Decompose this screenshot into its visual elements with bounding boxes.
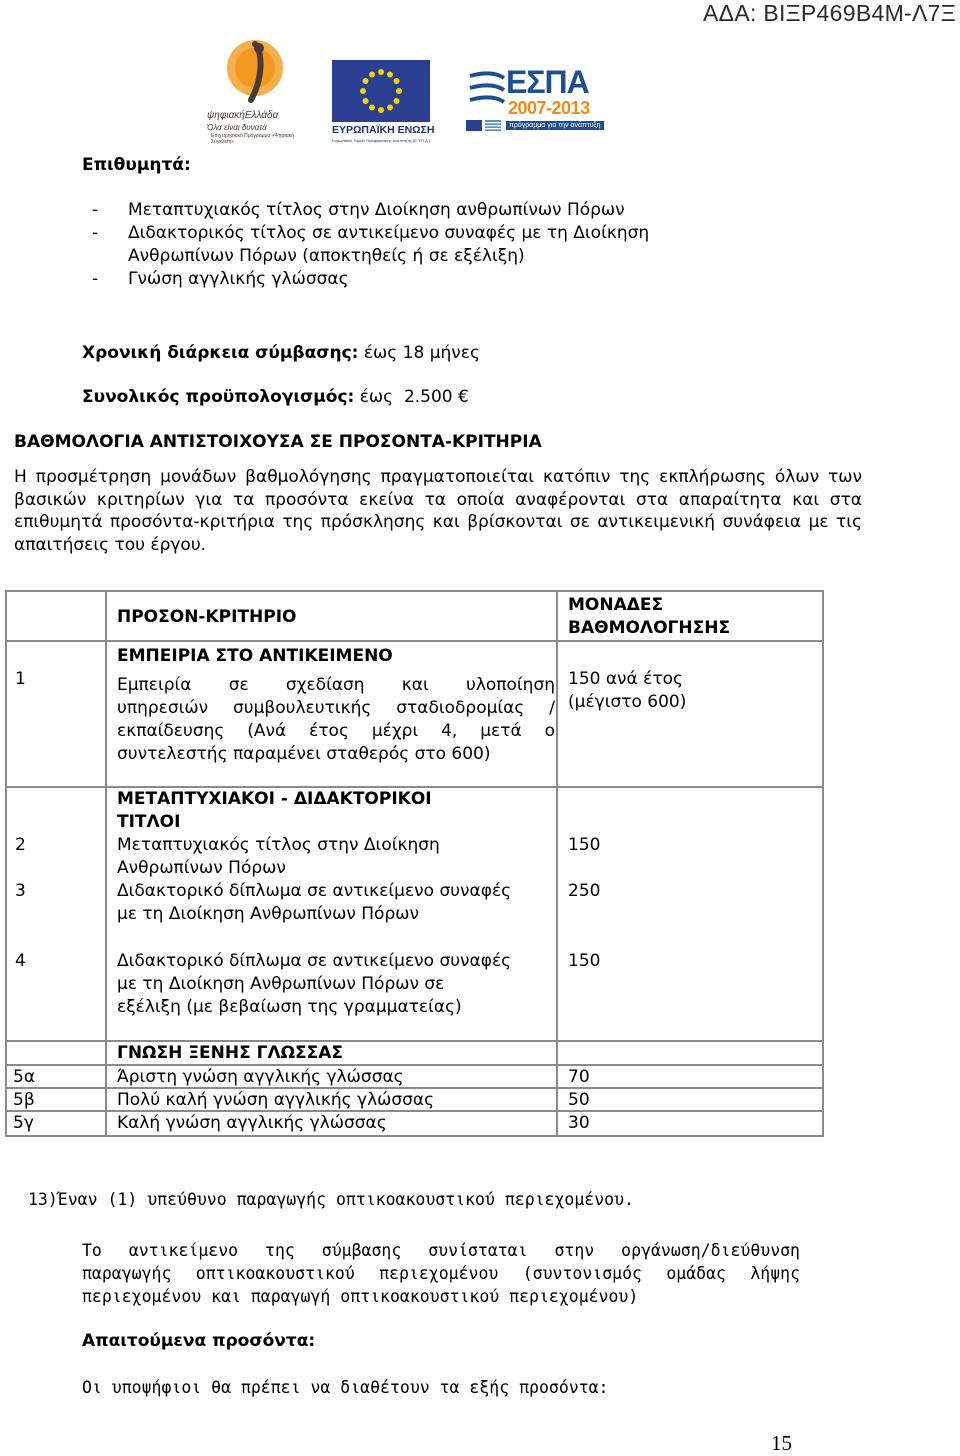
bullet-dash: - (92, 223, 99, 243)
row-number: 5α (13, 1067, 36, 1087)
table-border (822, 590, 824, 1137)
row-text: υπηρεσιών συμβουλευτικής σταδιοδρομίας / (117, 698, 555, 718)
row-text: με τη Διοίκηση Ανθρωπίνων Πόρων σε (117, 974, 445, 994)
table-border (5, 590, 7, 1137)
eu-subline: Ευρωπαϊκό Ταμείο Περιφερειακής Ανάπτυξης (Ε.Τ.Π.Α.) (332, 138, 431, 143)
digital-greece-logo (205, 38, 305, 146)
budget-line (82, 386, 469, 409)
row-text: Καλή γνώση αγγλικής γλώσσας (117, 1113, 387, 1133)
row-points: (μέγιστο 600) (568, 692, 687, 712)
eu-logo (332, 60, 434, 148)
row-points: 70 (568, 1067, 590, 1087)
row-text: Διδακτορικό δίπλωμα σε αντικείμενο συναφές (117, 881, 512, 901)
scoring-paragraph: Η προσμέτρηση μονάδων βαθμολόγησης πραγματοποιείται κατόπιν της εκπλήρωσης όλων των βασικών κριτηρίων για τα προσόντα εκείνα τα οποία αναφέρονται στα απαραίτητα και στα επιθυμητά προσόντα-κριτήρια της πρόσκλησης και βρίσκονται σε αντικειμενική συνάφεια με τις απαιτήσεις του έργου. (14, 467, 862, 555)
row-text: με τη Διοίκηση Ανθρωπίνων Πόρων (117, 904, 419, 924)
table-border (5, 590, 824, 592)
bullet-dash: - (92, 200, 99, 220)
row-number: 5γ (13, 1113, 34, 1133)
budget-value: έως 2.500 € (354, 387, 469, 407)
espa-swoosh-icon (466, 68, 506, 112)
flags-icon (466, 120, 502, 132)
row-points: 30 (568, 1113, 590, 1133)
duration-value: έως 18 μήνες (358, 343, 480, 363)
duration-label: Χρονική διάρκεια σύμβασης: (82, 343, 359, 363)
column-header-units-1: ΜΟΝΑΔΕΣ (568, 595, 664, 615)
row-text: Εμπειρία σε σχεδίαση και υλοποίηση (117, 675, 555, 695)
table-border (5, 1135, 824, 1137)
list-item-text: Γνώση αγγλικής γλώσσας (128, 269, 349, 289)
row-number: 1 (15, 669, 26, 689)
row-text: εξέλιξη (με βεβαίωση της γραμματείας) (117, 997, 462, 1017)
paragraph-line: παραγωγής οπτικοακουστικού περιεχομένου (συντονισμός ομάδας λήψης (82, 1264, 800, 1283)
table-border (556, 590, 558, 1137)
desired-heading: Επιθυμητά: (82, 155, 191, 175)
paragraph-line: περιεχομένου και παραγωγή οπτικοακουστικού περιεχομένου) (82, 1287, 639, 1306)
list-item-text: Διδακτορικός τίτλος σε αντικείμενο συναφές με τη Διοίκηση (128, 223, 650, 243)
position-13-title: 13)Έναν (1) υπεύθυνο παραγωγής οπτικοακουστικού περιεχομένου. (28, 1190, 634, 1209)
espa-years: 2007-2013 (508, 98, 590, 118)
row-text: Διδακτορικό δίπλωμα σε αντικείμενο συναφές (117, 951, 512, 971)
row-text: Άριστη γνώση αγγλικής γλώσσας (117, 1067, 404, 1087)
duration-line (82, 342, 480, 365)
row-points: 150 (568, 951, 601, 971)
digital-greece-subline: Επιχειρησιακό Πρόγραμμα «Ψηφιακή Σύγκλιση» (211, 133, 294, 145)
table-border (105, 590, 107, 1137)
row-text: Πολύ καλή γνώση αγγλικής γλώσσας (117, 1090, 435, 1110)
required-intro: Οι υποψήφιοι θα πρέπει να διαθέτουν τα εξής προσόντα: (82, 1378, 609, 1397)
table-border (5, 640, 824, 642)
digital-greece-emblem-icon (205, 38, 305, 110)
eu-label: ΕΥΡΩΠΑΪΚΗ ΕΝΩΣΗ (332, 124, 435, 136)
list-item-text: Ανθρωπίνων Πόρων (αποκτηθείς ή σε εξέλιξη) (128, 246, 525, 266)
espa-tagline: πρόγραμμα για την ανάπτυξη (506, 121, 604, 130)
list-item-text: Μεταπτυχιακός τίτλος στην Διοίκηση ανθρωπίνων Πόρων (128, 200, 625, 220)
scoring-heading: ΒΑΘΜΟΛΟΓΙΑ ΑΝΤΙΣΤΟΙΧΟΥΣΑ ΣΕ ΠΡΟΣΟΝΤΑ-ΚΡΙΤΗΡΙΑ (14, 432, 542, 452)
espa-logo (466, 64, 601, 140)
row-number: 2 (15, 835, 26, 855)
row-text: Ανθρωπίνων Πόρων (117, 858, 286, 878)
section-degrees-1: ΜΕΤΑΠΤΥΧΙΑΚΟΙ - ΔΙΔΑΚΤΟΡΙΚΟΙ (117, 789, 432, 809)
row-text: εκπαίδευσης (Ανά έτος μέχρι 4, μετά ο (117, 721, 555, 741)
bullet-dash: - (92, 269, 99, 289)
column-header-units-2: ΒΑΘΜΟΛΟΓΗΣΗΣ (568, 618, 731, 638)
budget-label: Συνολικός προϋπολογισμός: (82, 387, 355, 407)
paragraph-line: Το αντικείμενο της σύμβασης συνίσταται στην οργάνωση/διεύθυνση (82, 1241, 800, 1260)
row-number: 4 (15, 951, 26, 971)
row-text: συντελεστής παραμένει σταθερός στο 600) (117, 744, 491, 764)
row-points: 50 (568, 1090, 590, 1110)
row-points: 150 ανά έτος (568, 669, 683, 689)
espa-title: ΕΣΠΑ (506, 64, 589, 100)
page-number: 15 (771, 1431, 792, 1455)
scoring-table (5, 590, 824, 1137)
column-header-criterion: ΠΡΟΣΟΝ-ΚΡΙΤΗΡΙΟ (117, 607, 297, 627)
digital-greece-title: ψηφιακήΕλλάδα (207, 110, 279, 121)
eu-flag-icon (332, 60, 430, 122)
position-13-paragraph (82, 1239, 800, 1308)
required-heading: Απαιτούμενα προσόντα: (82, 1331, 316, 1351)
row-points: 250 (568, 881, 601, 901)
row-points: 150 (568, 835, 601, 855)
ada-code: ΑΔΑ: ΒΙΞΡ469Β4Μ-Λ7Ξ (703, 0, 956, 26)
row-number: 3 (15, 881, 26, 901)
section-language: ΓΝΩΣΗ ΞΕΝΗΣ ΓΛΩΣΣΑΣ (117, 1043, 344, 1063)
section-experience: ΕΜΠΕΙΡΙΑ ΣΤΟ ΑΝΤΙΚΕΙΜΕΝΟ (117, 646, 393, 666)
row-text: Μεταπτυχιακός τίτλος στην Διοίκηση (117, 835, 440, 855)
row-number: 5β (13, 1090, 35, 1110)
digital-greece-tagline: Όλα είναι δυνατά (207, 123, 267, 132)
section-degrees-2: ΤΙΤΛΟΙ (117, 812, 181, 832)
